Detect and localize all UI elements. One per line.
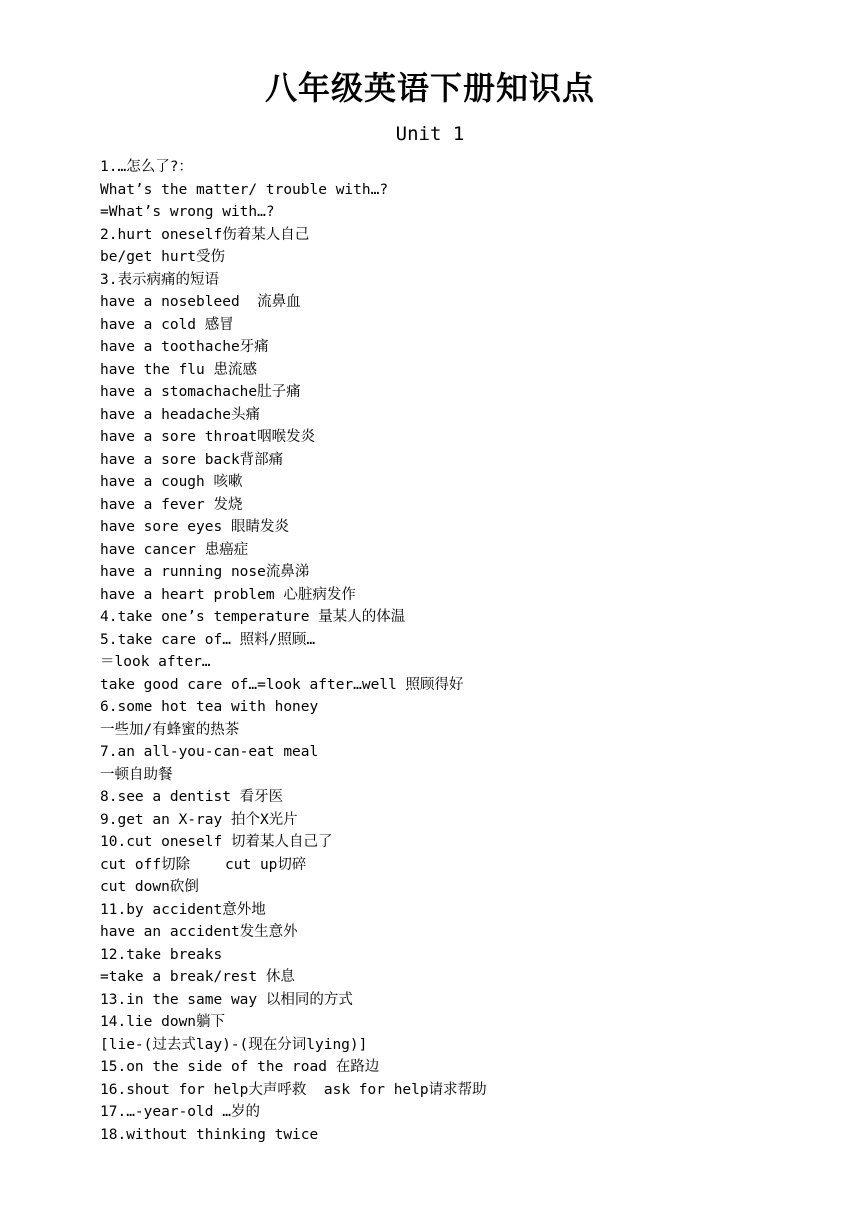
note-line: 3.表示病痛的短语	[100, 271, 219, 288]
note-line: have a sore throat咽喉发炎	[100, 429, 316, 445]
note-line: have sore eyes 眼睛发炎	[100, 519, 289, 535]
note-line: 15.on the side of the road 在路边	[100, 1059, 380, 1075]
note-line: have a fever 发烧	[100, 496, 243, 513]
note-line: have a sore back背部痛	[100, 451, 284, 468]
note-line: have cancer 患癌症	[100, 541, 249, 558]
note-line: 9.get an X-ray 拍个X光片	[100, 811, 298, 828]
note-line: 5.take care of… 照料/照顾…	[100, 631, 316, 648]
note-line: be/get hurt受伤	[100, 249, 226, 265]
note-line: =What’s wrong with…?	[100, 204, 275, 220]
note-line: have a heart problem 心脏病发作	[100, 586, 356, 603]
note-line: 7.an all-you-can-eat meal	[100, 744, 319, 760]
note-line: have a running nose流鼻涕	[100, 564, 310, 580]
note-line: 18.without thinking twice	[100, 1126, 319, 1143]
note-line: 13.in the same way 以相同的方式	[100, 991, 353, 1008]
note-line: have the flu 患流感	[100, 361, 257, 378]
note-line: have a toothache牙痛	[100, 339, 269, 355]
note-line: What’s the matter/ trouble with…?	[100, 181, 389, 198]
note-line: have a headache头痛	[100, 406, 260, 423]
note-line: have an accident发生意外	[100, 924, 298, 940]
note-line: 2.hurt oneself伤着某人自己	[100, 226, 310, 243]
note-line: 14.lie down躺下	[100, 1014, 226, 1030]
note-line: 10.cut oneself 切着某人自己了	[100, 834, 333, 850]
note-line: have a cough 咳嗽	[100, 474, 243, 490]
note-line: have a stomachache肚子痛	[100, 384, 301, 400]
note-line: 17.…-year-old …岁的	[100, 1104, 260, 1120]
page-title: 八年级英语下册知识点	[264, 69, 595, 107]
note-line: 4.take one’s temperature 量某人的体温	[100, 609, 406, 625]
notes-list	[100, 156, 820, 1146]
unit-heading: Unit 1	[395, 123, 465, 145]
note-line: 11.by accident意外地	[100, 901, 266, 918]
note-line: have a cold 感冒	[100, 316, 234, 333]
note-line: take good care of…=look after…well 照顾得好	[100, 676, 464, 693]
note-line: 6.some hot tea with honey	[100, 699, 319, 715]
note-line: =take a break/rest 休息	[100, 969, 295, 985]
note-line: cut down砍倒	[100, 879, 199, 895]
note-line: 一顿自助餐	[100, 766, 173, 783]
note-line: 1.…怎么了?：	[100, 159, 193, 175]
note-line: 12.take breaks	[100, 946, 223, 963]
note-line: cut off切除 cut up切碎	[100, 856, 307, 873]
note-line: ＝look after…	[100, 654, 211, 670]
note-line: 一些加/有蜂蜜的热茶	[100, 721, 240, 738]
note-line: have a nosebleed 流鼻血	[100, 294, 301, 310]
note-line: [lie-(过去式lay)-(现在分词lying)]	[100, 1036, 368, 1053]
note-line: 16.shout for help大声呼救 ask for help请求帮助	[100, 1081, 487, 1098]
note-line: 8.see a dentist 看牙医	[100, 789, 284, 805]
